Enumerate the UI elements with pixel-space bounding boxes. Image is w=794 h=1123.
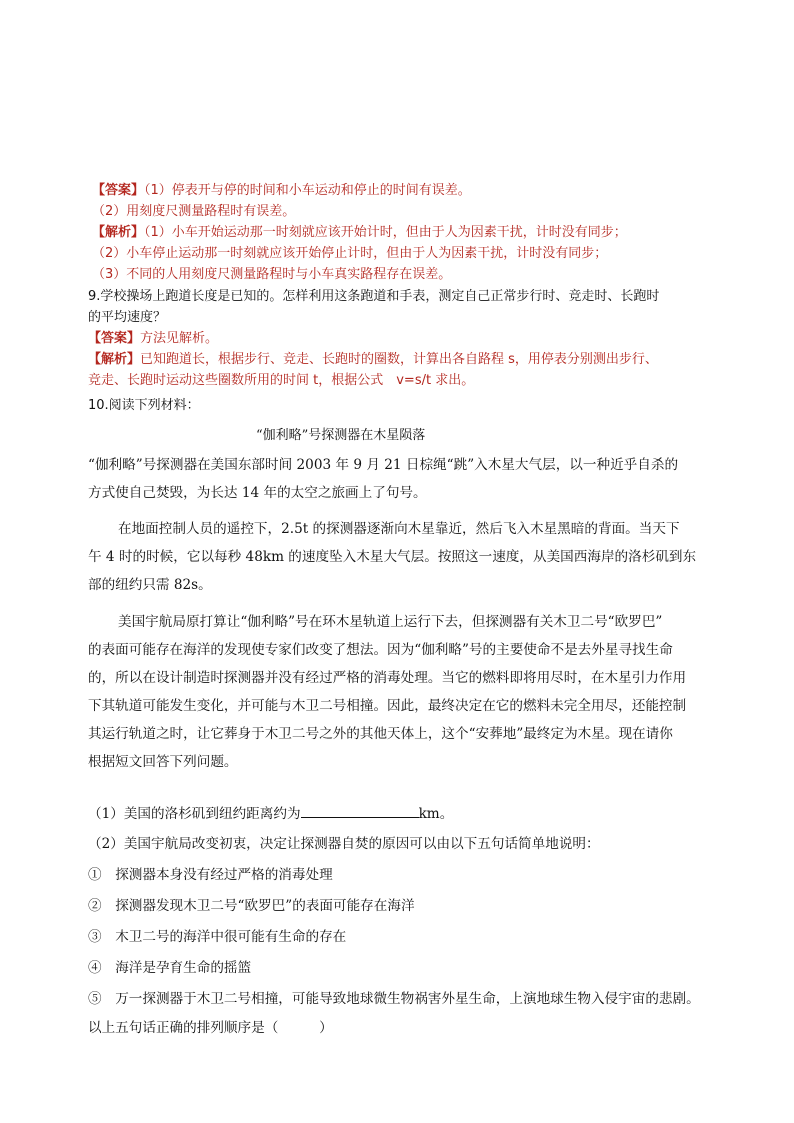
item-text: 海洋是孕育生命的摇篮 <box>115 960 252 976</box>
item-text: 万一探测器于木卫二号相撞，可能导致地球微生物祸害外星生命，上演地球生物入侵宇宙的悲剧。 <box>115 991 700 1007</box>
list-item <box>88 958 251 978</box>
answer-text: 方法见解析。 <box>140 331 219 346</box>
q9-analysis-line-1 <box>88 350 658 370</box>
p1-line-2: 方式使自己焚毁，为长达 14 年的太空之旅画上了句号。 <box>88 485 427 501</box>
sub1-prefix: （1）美国的洛杉矶到纽约距离约为 <box>88 806 301 822</box>
sub1-suffix: km。 <box>418 806 454 822</box>
q9-answer-line <box>88 329 218 349</box>
p2-line-3: 部的纽约只需 82s。 <box>88 577 212 593</box>
item-number: ④ <box>88 960 102 976</box>
item-number: ② <box>88 898 102 914</box>
article-paragraph-3 <box>88 608 708 776</box>
final-question: 以上五句话正确的排列顺序是（ ） <box>88 1020 333 1036</box>
list-item <box>88 896 415 916</box>
p2-line-2: 午 4 时的时候，它以每秒 48km 的速度坠入木星大气层。按照这一速度，从美国西海岸的洛杉矶到东 <box>88 549 697 565</box>
answer-blank[interactable] <box>301 803 419 818</box>
analysis-tag: 【解析】 <box>88 352 141 367</box>
p3-line-5: 其运行轨道之时，让它葬身于木卫二号之外的其他天体上，这个“安葬地”最终定为木星。现在请你 <box>88 726 673 742</box>
p1-line-1: “伽利略”号探测器在美国东部时间 2003 年 9 月 21 日棕绳“跳”入木星大气层，以一种近乎自杀的 <box>88 457 679 473</box>
analysis-text: 已知跑道长，根据步行、竞走、长跑时的圈数，计算出各自路程 s，用停表分别测出步行、 <box>140 352 658 367</box>
item-number: ① <box>88 867 102 883</box>
article-paragraph-2 <box>88 515 708 599</box>
answer-tag: 【答案】 <box>92 183 145 198</box>
sub-question-2: （2）美国宇航局改变初衷，决定让探测器自焚的原因可以由以下五句话简单地说明： <box>88 836 600 852</box>
item-number: ③ <box>88 929 102 945</box>
item-text: 探测器发现木卫二号“欧罗巴”的表面可能存在海洋 <box>115 898 415 914</box>
article-title: “伽利略”号探测器在木星陨落 <box>256 428 426 443</box>
analysis-tag: 【解析】 <box>92 225 145 240</box>
p3-line-3: 的，所以在设计制造时探测器并没有经过严格的消毒处理。当它的燃料即将用尽时，在木星引力作用 <box>88 670 687 686</box>
p3-line-4: 下其轨道可能发生变化，并可能与木卫二号相撞。因此，最终决定在它的燃料未完全用尽，还能控制 <box>88 698 687 714</box>
sub-question-1 <box>88 803 453 824</box>
p2-line-1: 在地面控制人员的遥控下，2.5t 的探测器逐渐向木星靠近，然后飞入木星黑暗的背面。当天下 <box>118 521 680 537</box>
answer-line-2: （2）用刻度尺测量路程时有误差。 <box>92 204 296 219</box>
p3-line-1: 美国宇航局原打算让“伽利略”号在环木星轨道上运行下去，但探测器有关木卫二号“欧罗巴” <box>118 614 663 630</box>
list-item <box>88 927 346 947</box>
analysis-line-2: （2）小车停止运动那一时刻就应该开始停止计时，但由于人为因素干扰，计时没有同步； <box>92 246 608 261</box>
p3-line-2: 的表面可能存在海洋的发现使专家们改变了想法。因为“伽利略”号的主要使命不是去外星寻找生命 <box>88 642 673 658</box>
answer-tag: 【答案】 <box>88 331 141 346</box>
q10-question: 10.阅读下列材料： <box>88 398 200 413</box>
article-paragraph-1 <box>88 451 708 507</box>
list-item <box>88 865 333 885</box>
analysis-line-1 <box>92 223 627 243</box>
q9-question-line-1: 9.学校操场上跑道长度是已知的。怎样利用这条跑道和手表，测定自己正常步行时、竞走时、长跑时 <box>88 289 660 304</box>
analysis-line-3: （3）不同的人用刻度尺测量路程时与小车真实路程存在误差。 <box>92 267 452 282</box>
list-item <box>88 989 700 1009</box>
item-number: ⑤ <box>88 991 102 1007</box>
p3-line-6: 根据短文回答下列问题。 <box>88 754 238 770</box>
answer-line-1 <box>92 181 471 201</box>
item-text: 木卫二号的海洋中很可能有生命的存在 <box>115 929 347 945</box>
q9-question-line-2: 的平均速度？ <box>88 310 167 325</box>
q9-analysis-line-2: 竞走、长跑时运动这些圈数所用的时间 t，根据公式 v=s/t 求出。 <box>88 373 475 388</box>
item-text: 探测器本身没有经过严格的消毒处理 <box>115 867 333 883</box>
answer-text: （1）停表开与停的时间和小车运动和停止的时间有误差。 <box>144 183 471 198</box>
analysis-text: （1）小车开始运动那一时刻就应该开始计时，但由于人为因素干扰，计时没有同步； <box>144 225 627 240</box>
